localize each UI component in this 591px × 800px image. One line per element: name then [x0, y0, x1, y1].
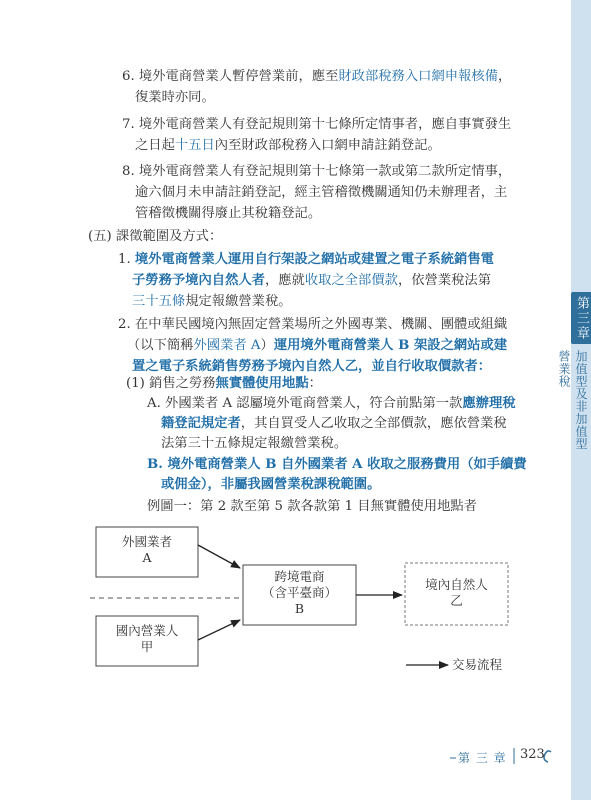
page-number: 323 — [520, 747, 545, 762]
text: ， — [497, 69, 512, 84]
footer-curl-icon — [544, 751, 551, 762]
label-line: （含平臺商） — [261, 585, 337, 600]
text: 境外電商營業人暫停營業前，應至 — [138, 69, 339, 84]
example-caption: 例圖一：第 2 款至第 5 款各款第 1 目無實體使用地點者 — [147, 499, 477, 514]
label-line: 跨境電商 — [274, 569, 325, 584]
highlight-text: 運用境外電商營業人 B 架設之網站或建 — [273, 338, 508, 353]
item-number: 6. — [122, 69, 135, 84]
text: A. 外國業者 A 認屬境外電商營業人，符合前點第一款 — [147, 396, 463, 411]
footer-chapter: 第 三 章 — [458, 751, 507, 765]
item-number: 8. — [122, 164, 135, 179]
text: 內至財政部稅務入口網申請註銷登記。 — [214, 138, 441, 153]
text: ，依營業稅法第 — [397, 273, 492, 288]
item-number: 2. — [118, 317, 131, 332]
label-line: 境內自然人 — [425, 577, 488, 592]
highlight-text: 籍登記規定者 — [161, 416, 241, 431]
highlight-text: 財政部稅務入口網申報核備 — [338, 69, 498, 84]
chapter-tab: 第三章 — [571, 292, 591, 344]
text: (1) 銷售之勞務 — [126, 376, 216, 391]
text: ，其自買受人乙收取之全部價款，應依營業稅 — [240, 416, 507, 431]
highlight-text: 無實體使用地點 — [215, 376, 309, 391]
highlight-text: 應辦理稅 — [462, 396, 516, 411]
label-line: A — [142, 550, 152, 565]
highlight-text: 收取之全部價款 — [304, 273, 398, 288]
sub-1-B-line-2: 或佣金），非屬我國營業稅課稅範圍。 — [161, 477, 381, 492]
text: 境外電商營業人有登記規則第十七條第一款或第二款所定情事， — [138, 164, 512, 179]
highlight-text: 三十五條 — [132, 294, 186, 309]
highlight-text: 外國業者 A — [193, 338, 261, 353]
highlight-text: 十五日 — [174, 138, 215, 153]
text: 之日起 — [135, 138, 175, 153]
item-6-line-2: 復業時亦同。 — [135, 90, 215, 105]
text: 在中華民國境內無固定營業場所之外國專業、機關、團體或組織 — [134, 317, 508, 332]
highlight-text: 子勞務予境內自然人者 — [132, 273, 265, 288]
text: （以下簡稱 — [127, 338, 194, 353]
label-line: 甲 — [140, 639, 154, 654]
item-8-line-2: 逾六個月未申請註銷登記，經主管稽徵機關通知仍未辦理者，主 — [135, 185, 508, 200]
text: 境外電商營業人有登記規則第十七條所定情事者，應自事實發生 — [138, 117, 512, 132]
label-line: 乙 — [450, 593, 463, 608]
legend-label: 交易流程 — [452, 657, 503, 672]
item-number: 7. — [122, 117, 135, 132]
label-line: B — [294, 601, 305, 616]
section-5-heading: (五) 課徵範圍及方式： — [88, 229, 223, 244]
item-number: 1. — [118, 252, 131, 267]
text: ） — [260, 338, 274, 353]
label-line: 國內營業人 — [115, 623, 179, 638]
highlight-text: 置之電子系統銷售勞務予境內自然人乙，並自行收取價款者： — [132, 359, 492, 374]
sub-1-B-line-1: B. 境外電商營業人 B 自外國業者 A 收取之服務費用（如手續費 — [147, 457, 527, 472]
item-8-line-3: 管稽徵機關得廢止其稅籍登記。 — [135, 206, 322, 221]
chapter-subtitle: 加值型及非加值型營業稅 — [557, 350, 588, 450]
highlight-text: 境外電商營業人運用自行架設之網站或建置之電子系統銷售電 — [134, 252, 494, 267]
text: ，應就 — [264, 273, 305, 288]
label-line: 外國業者 — [121, 534, 172, 549]
sub-1-A-line-3: 法第三十五條規定報繳營業稅。 — [161, 436, 348, 451]
text: 規定報繳營業稅。 — [185, 294, 292, 309]
text: ： — [308, 376, 322, 391]
